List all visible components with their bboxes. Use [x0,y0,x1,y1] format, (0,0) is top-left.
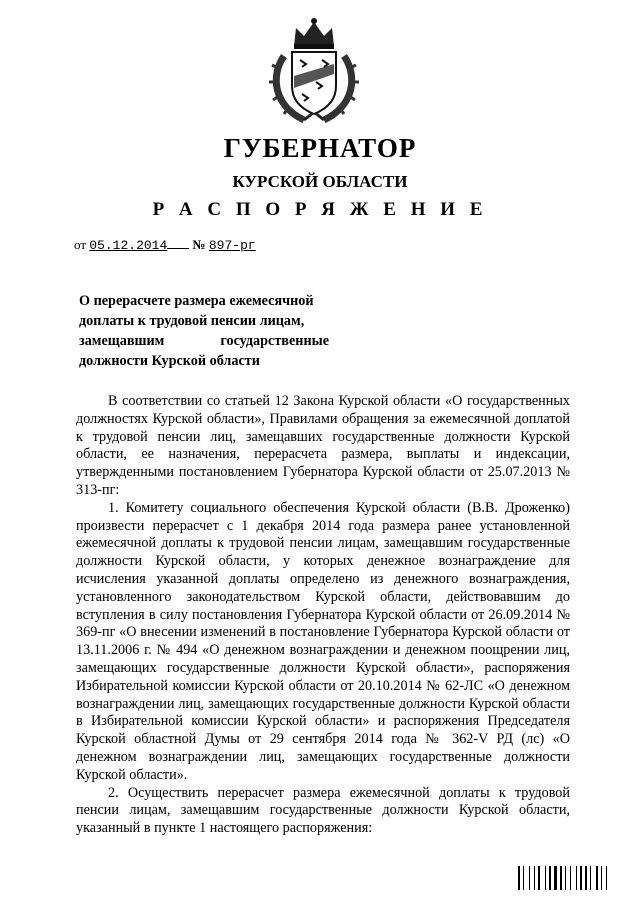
document-subject [79,291,329,371]
barcode-bar [545,866,546,890]
barcode-bar [534,866,535,890]
barcode-bar [578,866,579,890]
page-title: ГУБЕРНАТОР [223,133,417,163]
barcode-bar [538,866,540,890]
barcode-bar [552,866,553,890]
document-body [76,393,570,838]
barcode-bar [596,866,598,890]
barcode-bar [608,866,609,890]
document-date: 05.12.2014 [89,238,168,253]
document-number: 897-рг [208,238,256,253]
barcode-icon [518,866,610,890]
barcode-bar [518,866,520,890]
barcode-bar [529,866,530,890]
region-title: КУРСКОЙ ОБЛАСТИ [232,172,408,191]
subject-line: О перерасчете размера ежемесячной [79,293,314,309]
underline-gap [167,238,189,249]
from-label: от [74,237,87,252]
barcode-bar [547,866,548,890]
subject-line [79,331,329,351]
barcode-bar [554,866,557,890]
barcode-bar [567,866,569,890]
document-date-number-line [74,237,256,253]
body-paragraph: 1. Комитету социального обеспечения Курской области (В.В. Дроженко) произвести перерасчет с 1 декабря 2014 года размера ранее установленной ежемесячной доплаты к трудовой пенсии лицам, замещавшим государственные должности Курской области, у которых денежное вознаграждение для исчисления указанной доплаты определено из денежного вознаграждения, установленного законодательством Курской области, действовавшим до вступления в силу постановления Губернатора Курской области от 26.09.2014 № 369-пг «О внесении изменений в постановление Губернатора Курской области от 13.11.2006 г. № 494 «О денежном вознаграждении и денежном поощрении лиц, замещающих государственные должности Курской области», распоряжения Избирательной комиссии Курской области от 20.10.2014 № 62-ЛС «О денежном вознаграждении лиц, замещающих государственные должности Курской области в Избирательной комиссии Курской области» и распоряжения Председателя Курской областной Думы от 29 сентября 2014 года № 362-V РД (лс) «О денежном вознаграждении лиц, замещающих государственные должности Курской области». [76,499,570,783]
barcode-bar [536,866,537,890]
barcode-bar [523,866,524,890]
barcode-bar [525,866,528,890]
subject-line: должности Курской области [79,353,260,369]
barcode-bar [531,866,533,890]
barcode-bar [603,866,605,890]
subject-line: доплаты к трудовой пенсии лицам, [79,313,305,329]
barcode-bar [565,866,566,890]
barcode-bar [592,866,595,890]
barcode-bar [570,866,571,890]
barcode-bar [549,866,551,890]
barcode-bar [590,866,591,890]
barcode-bar [560,866,562,890]
barcode-bar [606,866,607,890]
barcode-bar [576,866,577,890]
subject-word: замещавшим [79,333,165,349]
barcode-bar [572,866,575,890]
barcode-bar [588,866,589,890]
kursk-coat-of-arms-icon [264,16,364,126]
barcode-bar [580,866,582,890]
subject-word: государственные [220,333,329,349]
barcode-bar [599,866,600,890]
number-label: № [192,237,206,252]
barcode-bar [558,866,559,890]
body-paragraph: 2. Осуществить перерасчет размера ежемесячной доплаты к трудовой пенсии лицам, замещавшим государственные должности Курской области, указанный в пункте 1 настоящего распоряжения: [76,784,570,837]
barcode-bar [583,866,584,890]
barcode-bar [563,866,564,890]
body-paragraph: В соответствии со статьей 12 Закона Курской области «О государственных должностях Курской области», Правилами обращения за ежемесячной доплатой к трудовой пенсии лиц, замещавших государственные должности Курской области, ее назначения, перерасчета размера, выплаты и индексации, утвержденными постановлением Губернатора Курской области от 25.07.2013 № 313-пг: [76,393,570,498]
barcode-bar [541,866,544,890]
document-type: Р А С П О Р Я Ж Е Н И Е [152,199,488,220]
barcode-bar [601,866,602,890]
barcode-bar [585,866,587,890]
barcode-bar [521,866,522,890]
